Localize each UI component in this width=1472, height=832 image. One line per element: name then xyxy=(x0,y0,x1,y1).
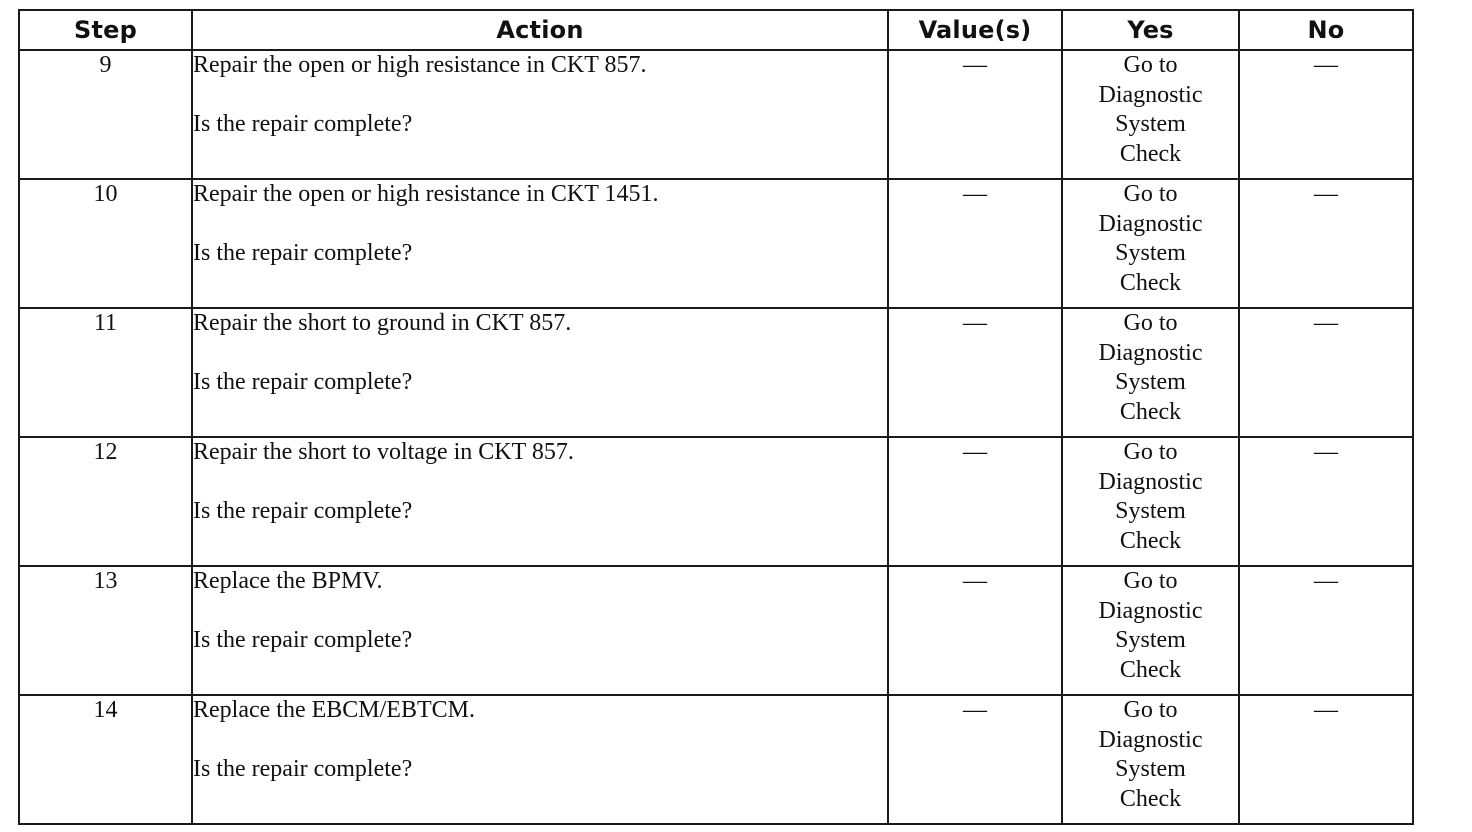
action-text: Repair the open or high resistance in CKT 857. xyxy=(193,52,647,78)
value-cell: — xyxy=(888,308,1062,437)
yes-line: Diagnostic xyxy=(1098,468,1203,495)
header-step: Step xyxy=(19,10,192,50)
yes-cell xyxy=(1062,308,1239,437)
yes-line: System xyxy=(1115,498,1186,524)
header-no: No xyxy=(1239,10,1413,50)
yes-line: Diagnostic xyxy=(1098,81,1203,108)
value-cell: — xyxy=(888,566,1062,695)
yes-line: Go to xyxy=(1123,439,1178,465)
table-row xyxy=(19,50,1413,179)
action-cell xyxy=(192,566,888,695)
diagnostic-table xyxy=(18,9,1414,825)
yes-cell xyxy=(1062,437,1239,566)
value-cell: — xyxy=(888,695,1062,824)
no-cell: — xyxy=(1239,50,1413,179)
yes-line: Check xyxy=(1119,140,1182,167)
action-question: Is the repair complete? xyxy=(193,239,413,266)
step-number: 14 xyxy=(19,695,192,824)
table-row xyxy=(19,308,1413,437)
yes-line: Go to xyxy=(1123,52,1178,78)
action-text: Repair the short to voltage in CKT 857. xyxy=(193,439,574,465)
yes-line: Diagnostic xyxy=(1098,339,1203,366)
yes-line: Go to xyxy=(1123,181,1178,207)
no-cell: — xyxy=(1239,566,1413,695)
action-cell xyxy=(192,437,888,566)
table-row xyxy=(19,695,1413,824)
action-question: Is the repair complete? xyxy=(193,755,413,782)
action-cell xyxy=(192,308,888,437)
value-cell: — xyxy=(888,50,1062,179)
step-number: 13 xyxy=(19,566,192,695)
yes-line: Diagnostic xyxy=(1098,210,1203,237)
value-cell: — xyxy=(888,179,1062,308)
step-number: 9 xyxy=(19,50,192,179)
header-yes: Yes xyxy=(1062,10,1239,50)
yes-line: System xyxy=(1115,111,1186,137)
yes-line: Diagnostic xyxy=(1098,597,1203,624)
yes-line: System xyxy=(1115,756,1186,782)
no-cell: — xyxy=(1239,437,1413,566)
yes-line: System xyxy=(1115,369,1186,395)
no-cell: — xyxy=(1239,308,1413,437)
action-question: Is the repair complete? xyxy=(193,368,413,395)
yes-line: Diagnostic xyxy=(1098,726,1203,753)
yes-line: Go to xyxy=(1123,568,1178,594)
yes-line: Check xyxy=(1119,656,1182,683)
yes-cell xyxy=(1062,50,1239,179)
header-action: Action xyxy=(192,10,888,50)
table-row xyxy=(19,179,1413,308)
yes-cell xyxy=(1062,179,1239,308)
yes-line: System xyxy=(1115,240,1186,266)
action-cell xyxy=(192,179,888,308)
value-cell: — xyxy=(888,437,1062,566)
action-text: Repair the open or high resistance in CKT 1451. xyxy=(193,181,659,207)
action-text: Replace the BPMV. xyxy=(193,568,383,594)
step-number: 11 xyxy=(19,308,192,437)
action-text: Replace the EBCM/EBTCM. xyxy=(193,697,475,723)
action-cell xyxy=(192,50,888,179)
header-row xyxy=(19,10,1413,50)
yes-line: Check xyxy=(1119,269,1182,296)
yes-line: Check xyxy=(1119,398,1182,425)
action-cell xyxy=(192,695,888,824)
step-number: 10 xyxy=(19,179,192,308)
step-number: 12 xyxy=(19,437,192,566)
yes-cell xyxy=(1062,695,1239,824)
action-question: Is the repair complete? xyxy=(193,497,413,524)
yes-line: System xyxy=(1115,627,1186,653)
action-question: Is the repair complete? xyxy=(193,626,413,653)
yes-cell xyxy=(1062,566,1239,695)
yes-line: Check xyxy=(1119,527,1182,554)
yes-line: Go to xyxy=(1123,310,1178,336)
header-values: Value(s) xyxy=(888,10,1062,50)
table-row xyxy=(19,566,1413,695)
table-row xyxy=(19,437,1413,566)
action-text: Repair the short to ground in CKT 857. xyxy=(193,310,572,336)
action-question: Is the repair complete? xyxy=(193,110,413,137)
yes-line: Go to xyxy=(1123,697,1178,723)
no-cell: — xyxy=(1239,695,1413,824)
no-cell: — xyxy=(1239,179,1413,308)
yes-line: Check xyxy=(1119,785,1182,812)
